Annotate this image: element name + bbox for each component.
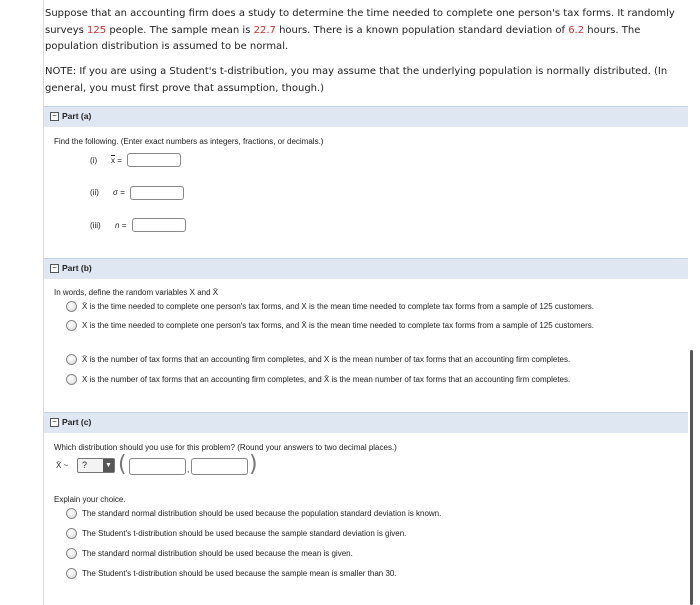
note-text: NOTE: If you are using a Student's t-distribution, you may assume that the underlying population is normally distributed. (In general, you must first prove that assumption, though.): [45, 66, 668, 94]
problem-statement: Suppose that an accounting firm does a study to determine the time needed to complete one person's tax forms. It randomly surveys 125 people. The sample mean is 22.7 hours. There is a known population standard deviation of 6.2 hours. The population distribution is assumed to be normal.: [45, 8, 675, 52]
part-b-option-3: X̄ is the number of tax forms that an accounting firm completes, and X is the mean number of tax forms that an accounting firm completes.: [82, 355, 571, 364]
item-i-label: $\overline{x}$ =: [111, 156, 122, 165]
part-c-radio-1[interactable]: [66, 508, 77, 519]
item-iii-label: n =: [115, 221, 127, 230]
sample-mean-value: 22.7: [253, 24, 276, 36]
item-ii-label: σ =: [113, 188, 125, 197]
sample-size-input[interactable]: [132, 218, 186, 232]
part-c-radio-2[interactable]: [66, 528, 77, 539]
part-b-option-1: X̄ is the time needed to complete one person's tax forms, and X is the mean time needed to complete tax forms from a sample of 125 customers.: [82, 302, 595, 311]
collapse-icon[interactable]: −: [50, 264, 59, 273]
explain-label: Explain your choice.: [54, 495, 126, 504]
close-paren: ): [249, 452, 258, 477]
part-b-radio-4[interactable]: [66, 374, 77, 385]
item-i-num: (i): [90, 156, 98, 165]
part-c-option-4: The Student's t-distribution should be used because the sample mean is smaller than 30.: [82, 569, 397, 578]
std-dev-value: 6.2: [568, 24, 585, 36]
part-c-header[interactable]: [44, 412, 688, 433]
part-c-option-3: The standard normal distribution should be used because the mean is given.: [82, 549, 353, 558]
part-b-prompt: In words, define the random variables X and X̄: [54, 288, 219, 297]
part-a-instruction: Find the following. (Enter exact numbers as integers, fractions, or decimals.): [54, 137, 324, 146]
sample-mean-input[interactable]: [127, 153, 181, 167]
part-a-header[interactable]: [44, 106, 688, 127]
scrollbar[interactable]: [690, 350, 693, 605]
item-ii-num: (ii): [90, 188, 99, 197]
part-c-option-2: The Student's t-distribution should be used because the sample standard deviation is given.: [82, 529, 407, 538]
collapse-icon[interactable]: −: [50, 112, 59, 121]
part-b-label: Part (b): [62, 263, 92, 273]
part-b-radio-3[interactable]: [66, 354, 77, 365]
part-a-label: Part (a): [62, 111, 92, 121]
item-iii-num: (iii): [90, 221, 101, 230]
part-b-radio-2[interactable]: [66, 320, 77, 331]
part-b-option-2: X is the time needed to complete one person's tax forms, and X̄ is the mean time needed to complete tax forms from a sample of 125 customers.: [82, 321, 595, 330]
part-c-radio-4[interactable]: [66, 568, 77, 579]
collapse-icon[interactable]: −: [50, 418, 59, 427]
param-comma: ,: [187, 465, 190, 474]
part-c-radio-3[interactable]: [66, 548, 77, 559]
std-dev-input[interactable]: [130, 186, 184, 200]
part-b-header[interactable]: [44, 258, 688, 279]
dropdown-value: ?: [82, 460, 88, 470]
people-count: 125: [87, 24, 107, 36]
distribution-dropdown[interactable]: [77, 458, 115, 473]
open-paren: (: [118, 452, 127, 477]
part-c-option-1: The standard normal distribution should be used because the population standard deviation is known.: [82, 509, 442, 518]
part-c-label: Part (c): [62, 417, 92, 427]
distribution-symbol: X̄ ~: [56, 461, 69, 470]
distribution-param-1-input[interactable]: [129, 458, 186, 475]
chevron-down-icon: ▼: [103, 459, 114, 472]
part-b-radio-1[interactable]: [66, 301, 77, 312]
part-c-prompt: Which distribution should you use for this problem? (Round your answers to two decimal places.): [54, 443, 397, 452]
distribution-param-2-input[interactable]: [191, 458, 248, 475]
part-b-option-4: X is the number of tax forms that an accounting firm completes, and X̄ is the mean number of tax forms that an accounting firm completes.: [82, 375, 571, 384]
